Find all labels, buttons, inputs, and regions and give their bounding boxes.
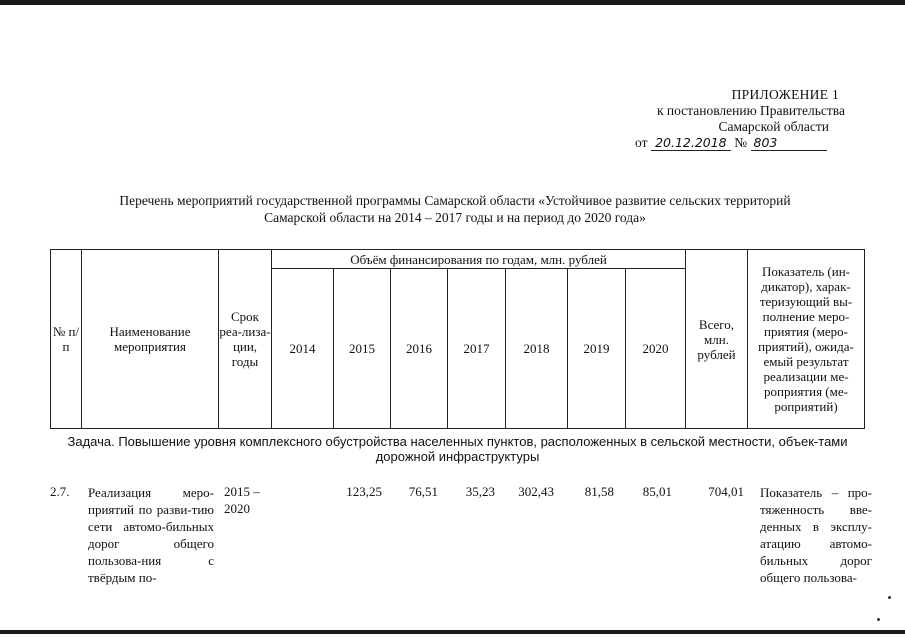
document-title bbox=[40, 192, 870, 226]
number-prefix: № bbox=[734, 135, 748, 150]
scan-speck bbox=[877, 618, 880, 621]
row-value-2018: 302,43 bbox=[518, 484, 554, 499]
appendix-title: ПРИЛОЖЕНИЕ 1 bbox=[731, 87, 839, 102]
header-year: 2018 bbox=[506, 269, 568, 429]
task-heading: Задача. Повышение уровня комплексного обустройства населенных пунктов, расположенных в сельской местности, объек-тами дорожной инфраструктуры bbox=[51, 429, 865, 469]
handwritten-date: 20.12.2018 bbox=[651, 136, 731, 151]
row-number: 2.7. bbox=[50, 484, 70, 499]
header-indicator: Показатель (ин-дикатор), харак-теризующий вы-полнение меро-приятия (меро-приятий), ожида-емый результат реализации ме-роприятия (ме-роприятий) bbox=[748, 250, 865, 429]
scan-top-edge bbox=[0, 0, 905, 5]
row-total: 704,01 bbox=[708, 484, 744, 499]
header-funding: Объём финансирования по годам, млн. рублей bbox=[272, 250, 686, 269]
row-term: 2015 – 2020 bbox=[224, 484, 260, 516]
row-value-2019: 81,58 bbox=[584, 484, 614, 499]
document-title-line-2: Самарской области на 2014 – 2017 годы и на период до 2020 года» bbox=[264, 210, 646, 225]
header-year: 2020 bbox=[626, 269, 686, 429]
row-indicator: Показатель – про-тяженность вве-денных в эксплу-атацию автомо-бильных дорог общего пользова- bbox=[760, 485, 872, 585]
handwritten-number: 803 bbox=[751, 136, 827, 151]
document-title-line-1: Перечень мероприятий государственной программы Самарской области «Устойчивое развитие сельских территорий bbox=[119, 193, 791, 208]
appendix-resolution-line: к постановлению Правительства bbox=[656, 103, 845, 118]
appendix-region-line: Самарской области bbox=[718, 119, 829, 134]
header-total: Всего, млн. рублей bbox=[686, 250, 748, 429]
scan-speck bbox=[888, 596, 891, 599]
header-term: Срок реа-лиза-ции, годы bbox=[219, 250, 272, 429]
header-year: 2017 bbox=[448, 269, 506, 429]
header-year: 2015 bbox=[334, 269, 391, 429]
header-year: 2016 bbox=[391, 269, 448, 429]
header-name: Наименование мероприятия bbox=[82, 250, 219, 429]
row-name: Реализация меро-приятий по разви-тию сети автомо-бильных дорог общего пользова-ния с твёрдым по- bbox=[88, 485, 214, 585]
row-value-2020: 85,01 bbox=[642, 484, 672, 499]
header-year: 2019 bbox=[568, 269, 626, 429]
date-prefix: от bbox=[635, 135, 648, 150]
program-table bbox=[50, 249, 865, 469]
header-num: № п/п bbox=[51, 250, 82, 429]
row-value-2017: 35,23 bbox=[465, 484, 495, 499]
header-year: 2014 bbox=[272, 269, 334, 429]
row-value-2016: 76,51 bbox=[408, 484, 438, 499]
appendix-date-line bbox=[635, 135, 827, 151]
scan-bottom-edge bbox=[0, 630, 905, 634]
row-value-2015: 123,25 bbox=[346, 484, 382, 499]
